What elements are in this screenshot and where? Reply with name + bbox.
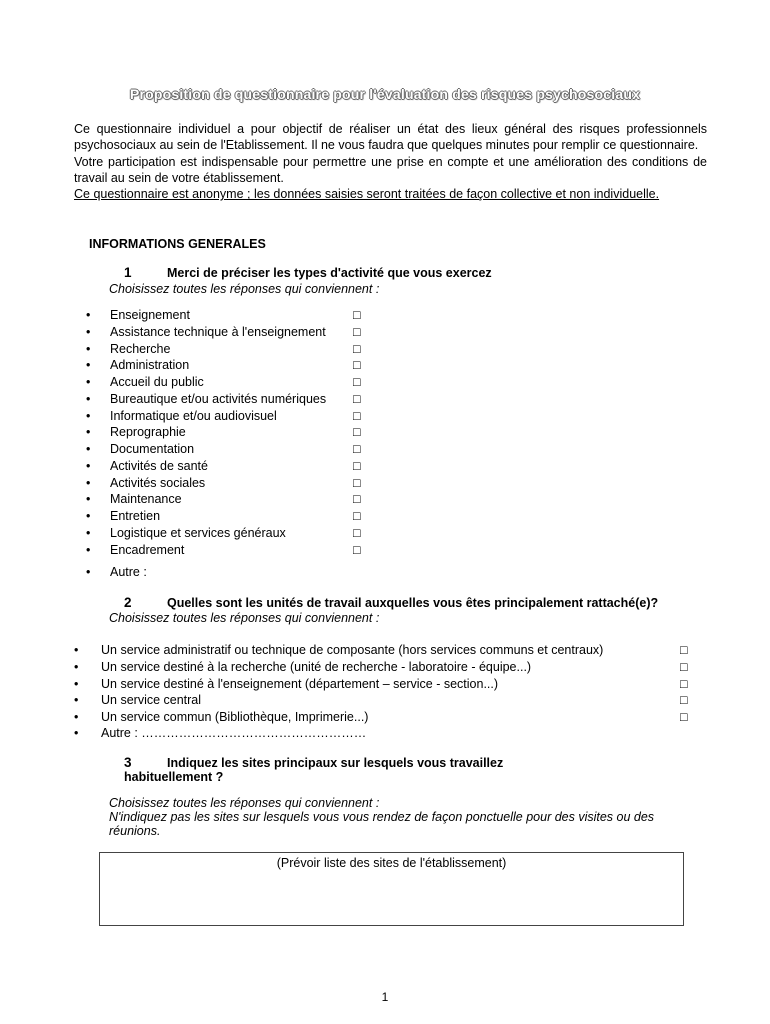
bullet-icon: •	[74, 676, 79, 691]
q1-option	[86, 475, 370, 492]
intro-text	[74, 121, 707, 202]
q1-option-label: Encadrement	[110, 542, 185, 557]
bullet-icon: •	[86, 425, 91, 440]
bullet-icon: •	[86, 475, 91, 490]
q1-number: 1	[124, 265, 132, 280]
q1-option	[86, 508, 370, 525]
checkbox[interactable]: □	[680, 676, 688, 691]
q3-instruction-1: Choisissez toutes les réponses qui conviennent :	[109, 796, 380, 810]
q3-header	[124, 755, 504, 770]
q2-option	[74, 642, 691, 659]
checkbox[interactable]: □	[353, 458, 361, 473]
checkbox[interactable]: □	[353, 525, 361, 540]
q3-instructions	[109, 796, 689, 838]
q3-question-line2: habituellement ?	[124, 770, 224, 784]
bullet-icon: •	[86, 324, 91, 339]
sites-entry-box[interactable]	[99, 852, 684, 926]
q3-number: 3	[124, 755, 132, 770]
q2-number: 2	[124, 595, 132, 610]
bullet-icon: •	[74, 643, 79, 657]
q1-instruction: Choisissez toutes les réponses qui conviennent :	[109, 282, 380, 296]
q1-other-bullet: •	[86, 565, 91, 579]
bullet-icon: •	[86, 542, 91, 557]
q1-option	[86, 391, 370, 408]
q2-other-label: Autre : ………………………………………………	[101, 726, 367, 740]
q2-option	[74, 676, 691, 693]
bullet-icon: •	[86, 308, 91, 322]
q2-option-label: Un service destiné à l'enseignement (département – service - section...)	[101, 676, 499, 691]
q1-options-list	[86, 307, 370, 558]
q1-header	[124, 265, 492, 280]
checkbox[interactable]: □	[680, 710, 688, 724]
checkbox[interactable]: □	[353, 509, 361, 523]
q1-option	[86, 374, 370, 391]
bullet-icon: •	[74, 693, 79, 708]
checkbox[interactable]: □	[353, 308, 361, 322]
q1-option-label: Bureautique et/ou activités numériques	[110, 391, 327, 406]
q1-question: Merci de préciser les types d'activité que vous exercez	[167, 266, 492, 280]
intro-anonymity-note: Ce questionnaire est anonyme ; les données saisies seront traitées de façon collective et non individuelle.	[74, 187, 660, 202]
checkbox[interactable]: □	[680, 643, 688, 657]
q1-option	[86, 408, 370, 425]
q1-option	[86, 491, 370, 508]
checkbox[interactable]: □	[680, 693, 688, 708]
q1-option	[86, 424, 370, 441]
checkbox[interactable]: □	[353, 391, 361, 406]
page-number: 1	[381, 990, 389, 1004]
q2-option-label: Un service destiné à la recherche (unité de recherche - laboratoire - équipe...)	[101, 659, 532, 674]
checkbox[interactable]: □	[353, 442, 361, 456]
q1-option	[86, 441, 370, 458]
q1-option	[86, 458, 370, 475]
bullet-icon: •	[86, 492, 91, 507]
bullet-icon: •	[86, 458, 91, 473]
checkbox[interactable]: □	[353, 408, 361, 423]
q2-option	[74, 692, 691, 709]
checkbox[interactable]: □	[353, 341, 361, 356]
checkbox[interactable]: □	[353, 542, 361, 557]
bullet-icon: •	[86, 358, 91, 373]
bullet-icon: •	[86, 442, 91, 456]
checkbox[interactable]: □	[353, 492, 361, 507]
q2-question: Quelles sont les unités de travail auxquelles vous êtes principalement rattaché(e)?	[167, 596, 659, 610]
q2-instruction: Choisissez toutes les réponses qui conviennent :	[109, 611, 380, 625]
checkbox[interactable]: □	[353, 425, 361, 440]
q2-other-bullet: •	[74, 726, 79, 740]
q1-option-label: Enseignement	[110, 308, 190, 322]
q1-option	[86, 324, 370, 341]
bullet-icon: •	[86, 341, 91, 356]
q1-option	[86, 525, 370, 542]
bullet-icon: •	[86, 375, 91, 389]
q2-option	[74, 709, 691, 726]
checkbox[interactable]: □	[353, 358, 361, 373]
q2-option-label: Un service administratif ou technique de composante (hors services communs et centraux)	[101, 643, 604, 657]
q1-option-label: Assistance technique à l'enseignement	[110, 324, 326, 339]
checkbox[interactable]: □	[353, 375, 361, 389]
bullet-icon: •	[86, 391, 91, 406]
bullet-icon: •	[86, 525, 91, 540]
bullet-icon: •	[74, 659, 79, 674]
q1-option-label: Administration	[110, 358, 190, 373]
q1-option-label: Informatique et/ou audiovisuel	[110, 408, 277, 423]
q1-option-label: Maintenance	[110, 492, 182, 507]
checkbox[interactable]: □	[353, 324, 361, 339]
bullet-icon: •	[86, 408, 91, 423]
q1-option-label: Logistique et services généraux	[110, 525, 286, 540]
checkbox[interactable]: □	[680, 659, 688, 674]
q3-instruction-2: N'indiquez pas les sites sur lesquels vous vous rendez de façon ponctuelle pour des visites ou des réunions.	[109, 810, 655, 838]
q2-header	[124, 595, 659, 610]
q2-option-label: Un service central	[101, 693, 202, 708]
intro-paragraph-1: Ce questionnaire individuel a pour objectif de réaliser un état des lieux général des risques professionnels psychosociaux au sein de l'Etablissement. Il ne vous faudra que quelques minutes pour remplir ce questionnaire.	[74, 122, 707, 153]
q2-options-list	[74, 642, 691, 726]
q1-option	[86, 307, 370, 324]
q1-other-label: Autre :	[110, 565, 147, 579]
section-title: INFORMATIONS GENERALES	[89, 237, 266, 251]
bullet-icon: •	[86, 509, 91, 523]
intro-paragraph-2: Votre participation est indispensable pour permettre une prise en compte et une amélioration des conditions de travail au sein de votre établissement.	[74, 154, 707, 185]
q3-question-line1: Indiquez les sites principaux sur lesquels vous travaillez	[167, 756, 504, 770]
q1-option	[86, 341, 370, 358]
document-title: Proposition de questionnaire pour l'évaluation des risques psychosociaux	[129, 86, 641, 102]
checkbox[interactable]: □	[353, 475, 361, 490]
q1-option-label: Accueil du public	[110, 375, 204, 389]
q2-option	[74, 659, 691, 676]
q1-option-label: Recherche	[110, 341, 171, 356]
bullet-icon: •	[74, 710, 79, 724]
q1-option	[86, 542, 370, 559]
q2-option-label: Un service commun (Bibliothèque, Imprimerie...)	[101, 710, 369, 724]
q1-option-label: Activités sociales	[110, 475, 206, 490]
q1-option-label: Reprographie	[110, 425, 186, 440]
q1-option-label: Activités de santé	[110, 458, 208, 473]
q1-option-label: Documentation	[110, 442, 195, 456]
q1-option	[86, 357, 370, 374]
sites-box-hint: (Prévoir liste des sites de l'établissement)	[276, 856, 507, 870]
q1-option-label: Entretien	[110, 509, 161, 523]
